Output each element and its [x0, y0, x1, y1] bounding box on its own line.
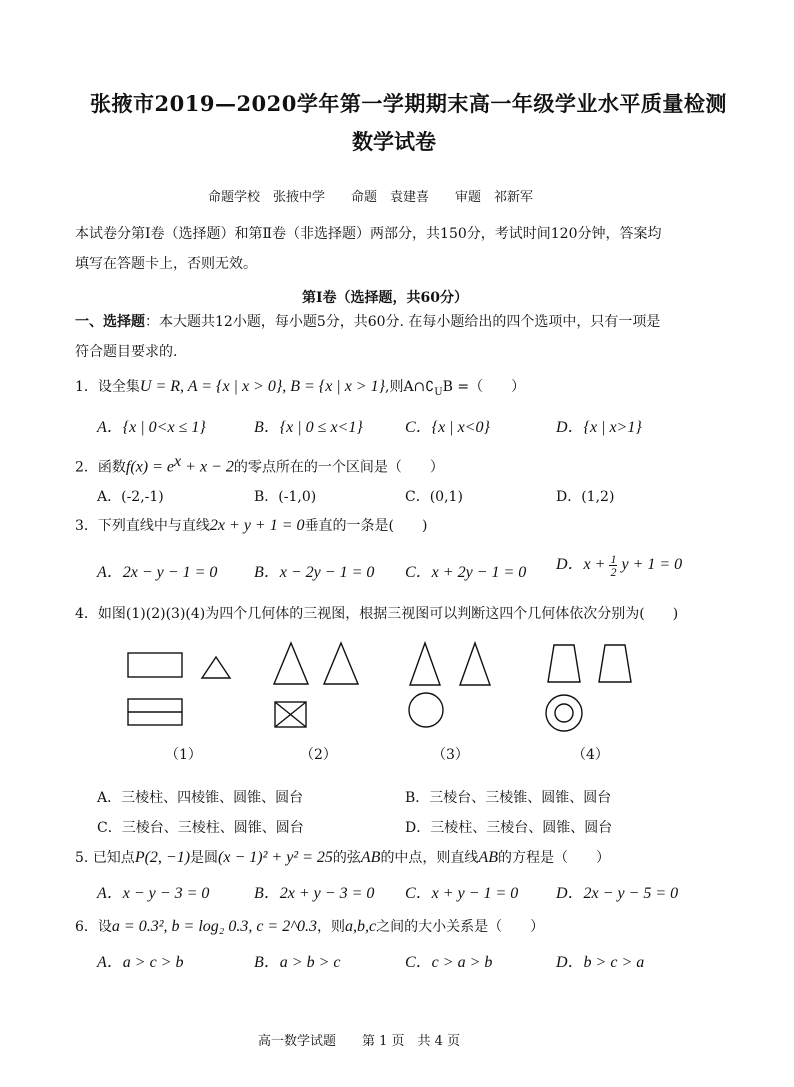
question-1-stem: [75, 376, 525, 398]
question-1-option-d: D．{x | x>1}: [556, 419, 642, 436]
question-3-option-a: A．2x − y − 1 = 0: [97, 564, 218, 581]
fraction-one-half: [609, 553, 617, 578]
question-4-text: 如图(1)(2)(3)(4)为四个几何体的三视图，根据三视图可以判断这四个几何体依次分别为( ): [97, 606, 679, 622]
fig2-front-triangle: [274, 643, 308, 684]
question-5-mid: 是圆: [190, 850, 219, 866]
question-1-math: U = R, A = {x | x > 0}, B = {x | x > 1}: [139, 378, 385, 395]
question-3-math: 2x + y + 1 = 0: [209, 517, 305, 534]
question-2-prefix: 函数: [97, 459, 126, 476]
fig4-top-outer-circle: [546, 695, 582, 731]
figure-4-label: （4）: [572, 747, 609, 763]
question-2-option-b: B．(-1,0): [254, 489, 317, 505]
question-6-number: 6．: [75, 919, 98, 935]
question-1-sub: U: [434, 386, 443, 398]
question-2-stem: [75, 453, 444, 477]
question-1-prefix: 设全集: [97, 379, 140, 395]
question-4-stem: [75, 603, 678, 623]
question-5-point: P(2, −1): [134, 849, 191, 866]
question-1-option-a: A．{x | 0<x ≤ 1}: [97, 419, 206, 436]
figure-2-label: （2）: [300, 747, 337, 763]
exam-subtitle: 数学试卷: [352, 129, 436, 154]
section-desc-line-1: [75, 307, 660, 337]
section-desc-line-2: 符合题目要求的.: [75, 344, 178, 360]
question-5-suffix: 的方程是（ ）: [497, 850, 610, 866]
question-3-option-d-prefix: D．x +: [556, 556, 606, 573]
exam-title: 张掖市2019—2020学年第一学期期末高一年级学业水平质量检测: [90, 91, 727, 116]
question-2-sup: x: [174, 453, 182, 470]
fig4-front-trapezoid: [548, 645, 580, 682]
section-title: 第Ⅰ卷（选择题，共60分）: [302, 290, 469, 306]
question-2-math-2: + x − 2: [181, 458, 234, 476]
question-4-option-c: C．三棱台、三棱柱、圆锥、圆台: [97, 820, 304, 836]
question-4-option-a: A．三棱柱、四棱锥、圆锥、圆台: [97, 790, 304, 806]
question-3-option-b: B．x − 2y − 1 = 0: [254, 564, 375, 581]
question-3-stem: [75, 515, 427, 535]
fig1-side-triangle: [202, 657, 230, 678]
fig3-side-triangle: [460, 643, 490, 685]
question-6-stem: [75, 916, 544, 936]
question-2-option-d: D．(1,2): [556, 489, 615, 505]
fraction-numerator: 1: [610, 551, 617, 566]
question-5-option-c: C．x + y − 1 = 0: [405, 885, 519, 902]
intro-line-2: 填写在答题卡上，否则无效。: [75, 256, 257, 272]
page-footer: 高一数学试题 第 1 页 共 4 页: [258, 1034, 461, 1049]
question-6-prefix: 设: [97, 919, 112, 935]
question-5-circle: (x − 1)² + y² = 25: [218, 849, 333, 866]
question-3-option-d: [556, 551, 682, 578]
question-5-option-d: D．2x − y − 5 = 0: [556, 885, 679, 902]
question-6-vars: a,b,c: [344, 918, 377, 935]
fig4-top-inner-circle: [555, 704, 573, 722]
question-5-option-b: B．2x + y − 3 = 0: [254, 885, 375, 902]
question-5-stem: [75, 847, 610, 867]
question-6-mid: ，则: [316, 919, 345, 935]
question-4-option-b: B．三棱台、三棱锥、圆锥、圆台: [405, 790, 612, 806]
question-1-option-b: B．{x | 0 ≤ x<1}: [254, 419, 363, 436]
figure-3-label: （3）: [432, 747, 469, 763]
question-6-option-a: A．a > c > b: [97, 954, 184, 971]
question-2-option-a: A．(-2,-1): [97, 489, 164, 505]
question-5-number: 5.: [75, 850, 93, 866]
question-3-number: 3．: [75, 518, 98, 534]
question-6-option-b: B．a > b > c: [254, 954, 341, 971]
question-3-option-d-suffix: y + 1 = 0: [621, 556, 683, 573]
question-5-chord: AB: [360, 849, 381, 866]
exam-authors: 命题学校 张掖中学 命题 袁建喜 审题 祁新军: [208, 190, 534, 205]
fig3-top-circle: [409, 693, 443, 727]
question-4-number: 4．: [75, 606, 98, 622]
question-3-suffix: 垂直的一条是( ): [304, 518, 428, 534]
fig4-side-trapezoid: [599, 645, 631, 682]
fig2-side-triangle: [324, 643, 358, 684]
question-3-prefix: 下列直线中与直线: [97, 518, 210, 534]
fig3-front-triangle: [410, 643, 440, 685]
three-view-figures: [120, 640, 680, 735]
question-2-number: 2．: [75, 459, 98, 476]
question-5-option-a: A．x − y − 3 = 0: [97, 885, 210, 902]
question-4-option-d: D．三棱柱、三棱台、圆锥、圆台: [405, 820, 613, 836]
question-2-option-c: C．(0,1): [405, 489, 463, 505]
question-2-suffix: 的零点所在的一个区间是（ ）: [233, 459, 444, 476]
question-1-number: 1．: [75, 379, 98, 395]
question-1-suffix: ,则A∩∁: [385, 379, 435, 395]
question-5-mid-2: 的弦: [332, 850, 361, 866]
section-label: 一、选择题: [75, 314, 145, 330]
intro-line-1: 本试卷分第Ⅰ卷（选择题）和第Ⅱ卷（非选择题）两部分，共150分，考试时间120分钟，答案均: [75, 226, 662, 242]
fraction-denominator: 2: [610, 564, 617, 579]
figure-1-label: （1）: [165, 747, 202, 763]
fig1-front-rectangle: [128, 653, 182, 677]
question-2-math: f(x) = e: [125, 458, 175, 476]
question-1-end: B =（ ）: [442, 379, 526, 395]
section-desc-1: ：本大题共12小题，每小题5分，共60分. 在每小题给出的四个选项中，只有一项是: [145, 314, 661, 330]
question-6-suffix: 之间的大小关系是（ ）: [376, 919, 545, 935]
question-6-option-c: C．c > a > b: [405, 954, 493, 971]
question-5-line: AB: [478, 849, 498, 866]
question-1-option-c: C．{x | x<0}: [405, 419, 490, 436]
question-6-math: a = 0.3², b = log₂ 0.3, c = 2^0.3: [111, 918, 317, 935]
question-5-prefix: 已知点: [92, 850, 135, 866]
question-6-option-d: D．b > c > a: [556, 954, 645, 971]
question-5-mid-3: 的中点，则直线: [380, 850, 479, 866]
question-3-option-c: C．x + 2y − 1 = 0: [405, 564, 527, 581]
